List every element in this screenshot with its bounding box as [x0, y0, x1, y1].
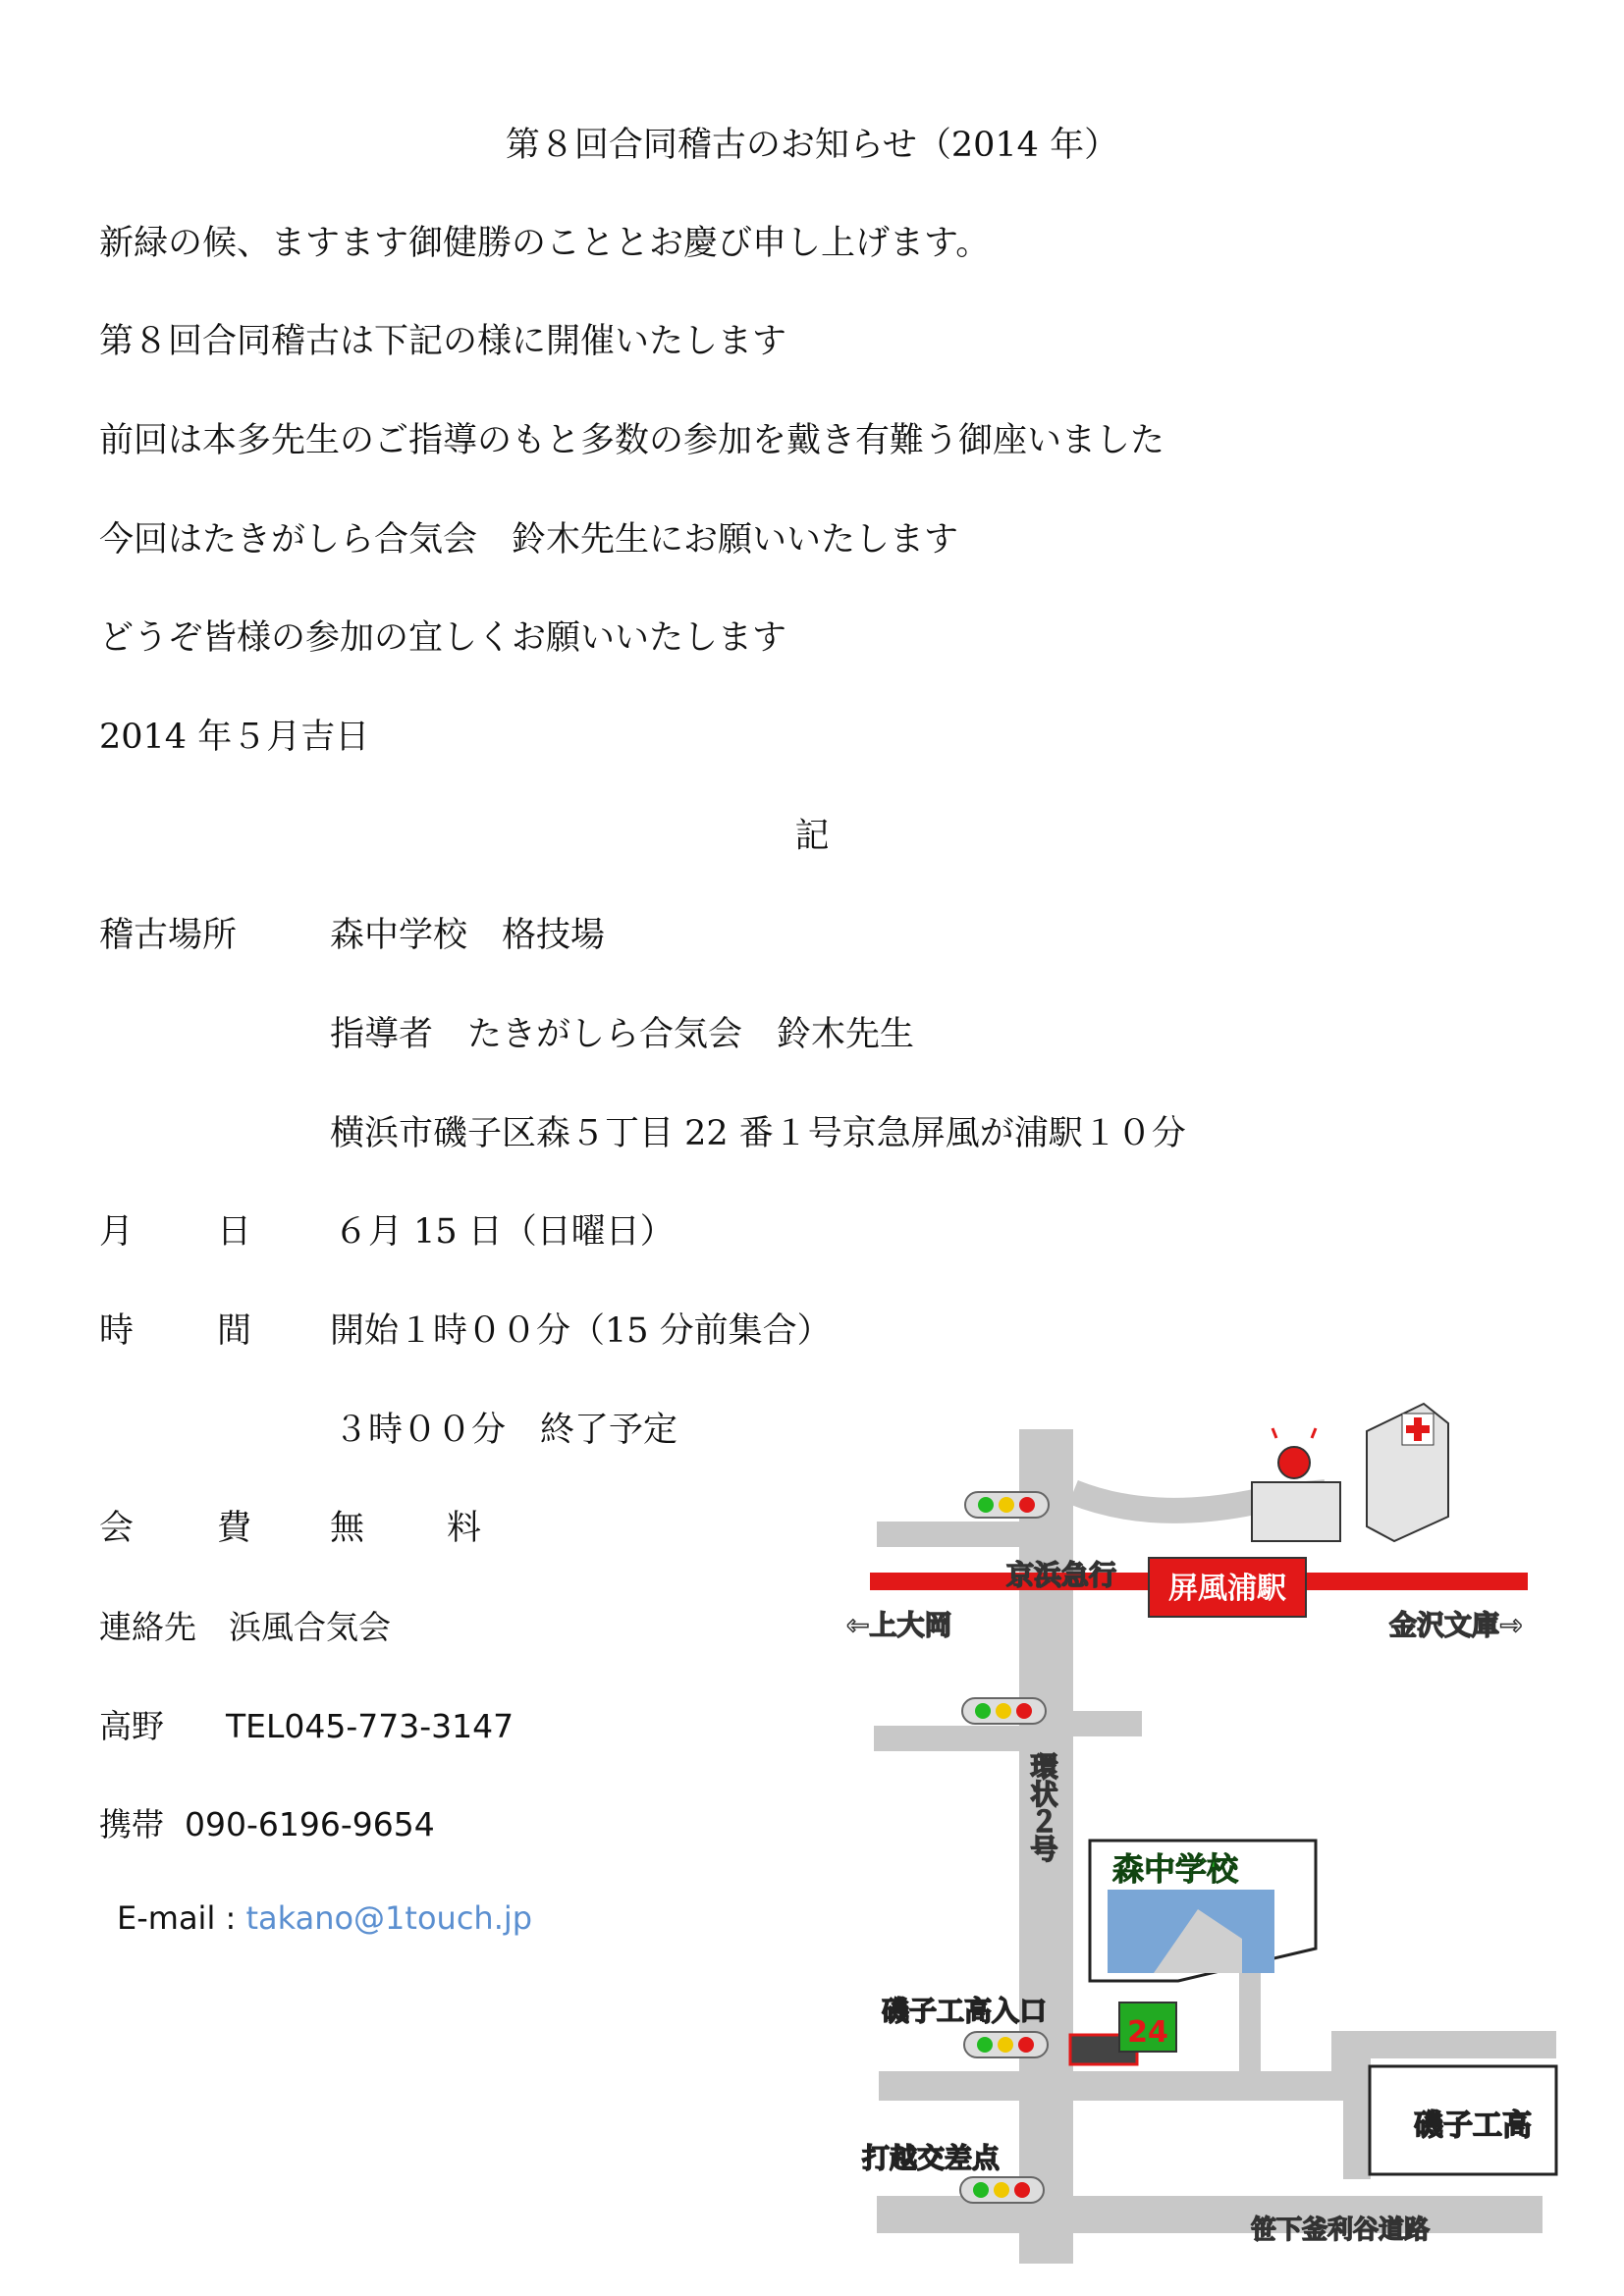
contact-tel: TEL045-773-3147	[226, 1707, 514, 1745]
greeting-line-3: 前回は本多先生のご指導のもと多数の参加を戴き有難う御座いました	[99, 421, 1165, 460]
date-label-1: 月	[99, 1212, 135, 1252]
date-label-2: 日	[217, 1212, 252, 1252]
traffic-light-icon	[964, 2032, 1048, 2057]
greeting-line-4: 今回はたきがしら合気会 鈴木先生にお願いいたします	[99, 520, 959, 560]
road-right-middle	[1073, 1711, 1142, 1736]
school-entrance-label: 磯子工高入口	[882, 1995, 1048, 2027]
police-box-icon	[1252, 1428, 1340, 1541]
time-start: 開始１時００分（15 分前集合）	[330, 1311, 832, 1351]
store-number: 24	[1127, 2015, 1168, 2050]
road-left-lower	[879, 2071, 1019, 2101]
direction-left: ←上大岡	[846, 1609, 952, 1641]
traffic-light-icon	[965, 1492, 1049, 1518]
time-label-2: 間	[217, 1311, 252, 1351]
traffic-light-icon	[960, 2177, 1044, 2203]
railway-name: 京浜急行	[1006, 1559, 1117, 1591]
school-name: 森中学校	[1112, 1850, 1239, 1888]
station-name: 屏風浦駅	[1168, 1572, 1286, 1606]
email-link[interactable]: takano@1touch.jp	[245, 1899, 533, 1937]
instructor: 指導者 たきがしら合気会 鈴木先生	[330, 1015, 915, 1054]
road-right-lower	[1073, 2071, 1358, 2101]
fee-char-3: 無	[330, 1509, 365, 1548]
ki-heading: 記	[794, 817, 830, 856]
time-end: ３時００分 終了予定	[334, 1411, 678, 1450]
road-spur-down	[1343, 2052, 1371, 2179]
road-left-upper	[877, 1522, 1019, 1547]
page-title: 第８回合同稽古のお知らせ（2014 年）	[505, 126, 1119, 165]
hospital-icon	[1367, 1404, 1448, 1541]
issue-date: 2014 年５月吉日	[99, 718, 370, 757]
address: 横浜市磯子区森５丁目 22 番１号京急屏風が浦駅１０分	[330, 1114, 1186, 1153]
fee-char-4: 料	[447, 1509, 482, 1548]
fee-char-2: 費	[217, 1509, 252, 1548]
email-label: E-mail :	[117, 1899, 237, 1937]
greeting-line-2: 第８回合同稽古は下記の様に開催いたします	[99, 322, 787, 361]
intersection-label: 打越交差点	[862, 2142, 1001, 2174]
mobile-number: 090-6196-9654	[185, 1805, 435, 1843]
traffic-light-icon	[962, 1698, 1046, 1724]
mobile-label: 携帯	[99, 1805, 164, 1843]
road-left-middle	[874, 1726, 1019, 1751]
date-value: ６月 15 日（日曜日）	[334, 1212, 675, 1252]
high-school-label: 磯子工高	[1414, 2109, 1532, 2143]
time-label-1: 時	[99, 1311, 135, 1351]
place-value: 森中学校 格技場	[330, 916, 606, 955]
contact-org: 連絡先 浜風合気会	[99, 1608, 391, 1646]
bottom-road-name: 笹下釜利谷道路	[1250, 2216, 1431, 2245]
greeting-line-1: 新緑の候、ますます御健勝のこととお慶び申し上げます。	[99, 224, 991, 263]
contact-person: 高野	[99, 1707, 164, 1745]
greeting-line-5: どうぞ皆様の参加の宜しくお願いいたします	[99, 618, 787, 658]
direction-right: 金沢文庫→	[1389, 1609, 1523, 1641]
place-label: 稽古場所	[99, 916, 238, 955]
road-name-vertical: 環状２号	[1026, 1752, 1059, 1862]
fee-char-1: 会	[99, 1509, 135, 1548]
